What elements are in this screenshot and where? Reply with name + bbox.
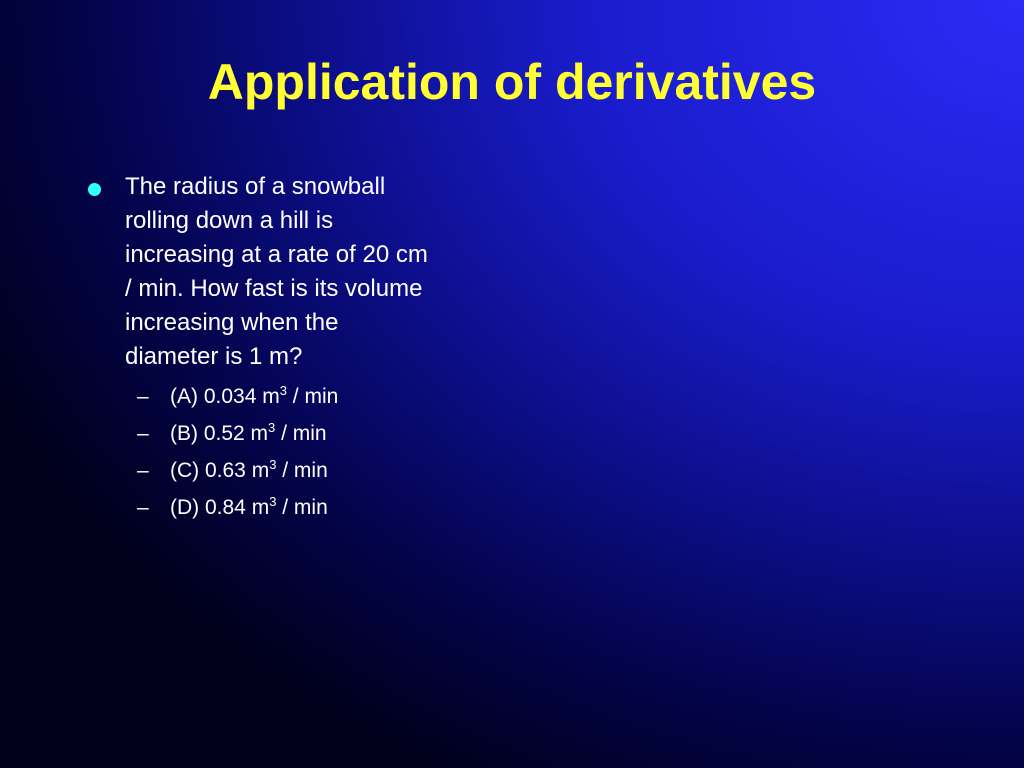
answer-options [137,378,508,526]
option-value: (B) 0.52 m [170,422,269,445]
dash-icon: – [137,496,149,519]
option-unit: / min [275,422,327,445]
option-c [137,452,508,489]
bullet-dot-icon [88,183,101,196]
option-text [170,452,328,489]
dash-icon: – [137,459,149,482]
bullet-item [88,170,508,374]
dash-icon: – [137,385,149,408]
option-d [137,489,508,526]
slide-title: Application of derivatives [207,54,817,110]
option-text [170,378,338,415]
option-a [137,378,508,415]
option-exponent: 3 [268,420,276,435]
option-b [137,415,508,452]
question-text: The radius of a snowball rolling down a hill is increasing at a rate of 20 cm / min. How fast is its volume increasing when the diameter is 1 m? [125,173,428,370]
option-unit: / min [276,459,328,482]
option-exponent: 3 [279,383,287,398]
dash-icon: – [137,422,149,445]
option-exponent: 3 [269,457,277,472]
bullet-list [88,170,508,526]
option-text [170,489,328,526]
option-unit: / min [276,496,328,519]
option-text [170,415,327,452]
option-value: (D) 0.84 m [170,496,270,519]
option-value: (C) 0.63 m [170,459,270,482]
option-unit: / min [286,385,339,408]
option-value: (A) 0.034 m [170,385,280,408]
option-exponent: 3 [269,494,277,509]
